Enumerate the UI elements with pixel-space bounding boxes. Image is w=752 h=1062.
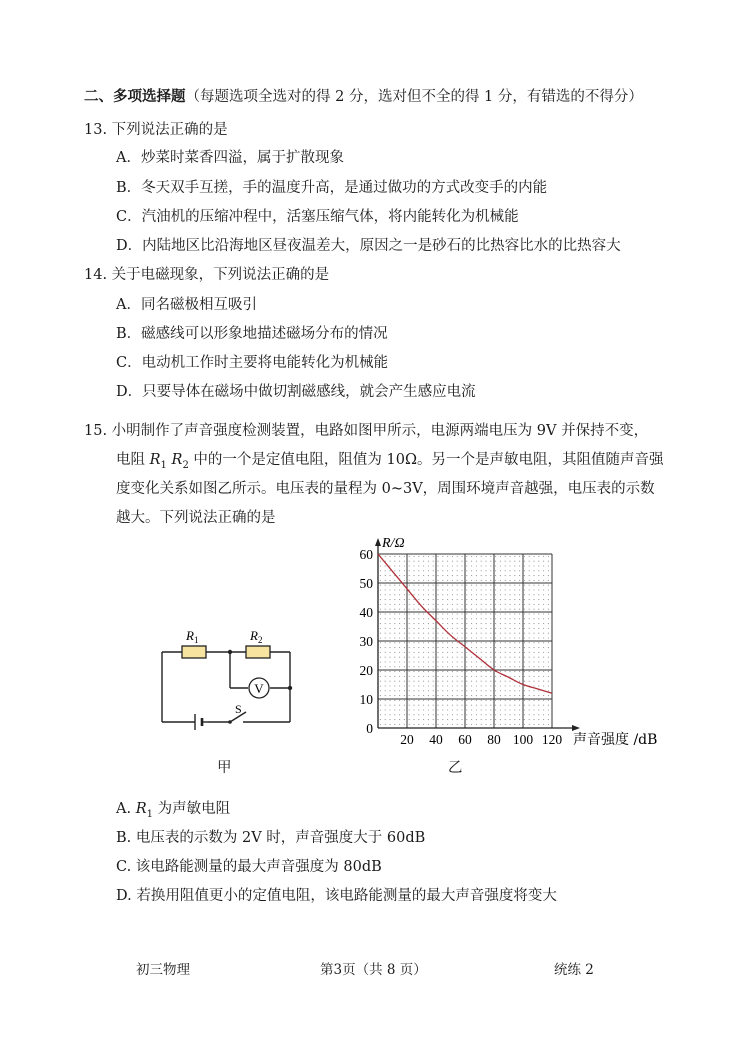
chart-x-tick-label: 80	[487, 732, 501, 747]
chart-caption: 乙	[448, 760, 463, 776]
chart-y-tick-label: 10	[359, 692, 373, 707]
q13-stem: 13. 下列说法正确的是	[84, 122, 228, 138]
resistance-chart	[340, 530, 670, 750]
q14-option-d: D．只要导体在磁场中做切割磁感线，就会产生感应电流	[116, 384, 476, 400]
chart-x-tick-label: 40	[429, 732, 443, 747]
q14-stem: 14. 关于电磁现象，下列说法正确的是	[84, 267, 330, 283]
chart-x-arrow	[572, 725, 580, 731]
chart-ylabel: R/Ω	[382, 536, 405, 551]
q13-option-b: B．冬天双手互搓，手的温度升高，是通过做功的方式改变手的内能	[116, 180, 548, 196]
chart-y-tick-label: 50	[359, 576, 373, 591]
chart-y-arrow	[375, 538, 381, 546]
chart-xlabel: 声音强度 /dB	[573, 732, 658, 748]
chart-y-tick-label: 40	[359, 605, 373, 620]
q15-line1: 15. 小明制作了声音强度检测装置，电路如图甲所示，电源两端电压为 9V 并保持不变，	[84, 423, 649, 439]
footer-page-number: 第3页（共 8 页）	[320, 962, 427, 978]
q15-option-a: A. $R_1$ 为声敏电阻	[116, 801, 231, 820]
switch-label: S	[235, 702, 242, 716]
chart-y-tick-label: 60	[359, 547, 373, 562]
chart-x-tick-label: 60	[458, 732, 472, 747]
q13-option-a: A．炒菜时菜香四溢，属于扩散现象	[116, 150, 344, 166]
chart-x-tick-label: 120	[541, 732, 563, 747]
q15-line2: 电阻 $R_1$ $R_2$ 中的一个是定值电阻，阻值为 10Ω。另一个是声敏电阻，其阻值随声音强	[116, 452, 664, 471]
q13-option-c: C．汽油机的压缩冲程中，活塞压缩气体，将内能转化为机械能	[116, 209, 519, 225]
chart-x-tick-label: 100	[512, 732, 534, 747]
chart-y-tick-label: 0	[366, 721, 373, 736]
r1-label: $R_1$	[186, 628, 199, 645]
footer-exam-label: 统练 2	[554, 962, 594, 978]
resistor-r1	[182, 646, 206, 658]
q15-option-b: B. 电压表的示数为 2V 时，声音强度大于 60dB	[116, 830, 426, 846]
chart-x-tick-label: 20	[400, 732, 414, 747]
q14-option-b: B．磁感线可以形象地描述磁场分布的情况	[116, 326, 388, 342]
q15-option-d: D. 若换用阻值更小的定值电阻，该电路能测量的最大声音强度将变大	[116, 888, 557, 904]
voltmeter-label: V	[254, 681, 264, 696]
chart-y-tick-label: 30	[359, 634, 373, 649]
footer-subject: 初三物理	[136, 962, 190, 978]
resistor-r2	[246, 646, 270, 658]
q15-option-c: C. 该电路能测量的最大声音强度为 80dB	[116, 859, 382, 875]
q13-option-d: D．内陆地区比沿海地区昼夜温差大，原因之一是砂石的比热容比水的比热容大	[116, 238, 621, 254]
q14-option-a: A．同名磁极相互吸引	[116, 297, 257, 313]
chart-y-tick-label: 20	[359, 663, 373, 678]
q15-line4: 越大。下列说法正确的是	[116, 510, 276, 526]
section-header	[84, 87, 643, 107]
section-title: 二、多项选择题	[84, 88, 186, 105]
circuit-caption: 甲	[217, 760, 232, 776]
q14-option-c: C．电动机工作时主要将电能转化为机械能	[116, 355, 389, 371]
section-note: （每题选项全选对的得 2 分，选对但不全的得 1 分，有错选的不得分）	[185, 89, 643, 105]
q15-line3: 度变化关系如图乙所示。电压表的量程为 0~3V，周围环境声音越强，电压表的示数	[116, 481, 655, 497]
r2-label: $R_2$	[250, 628, 263, 645]
